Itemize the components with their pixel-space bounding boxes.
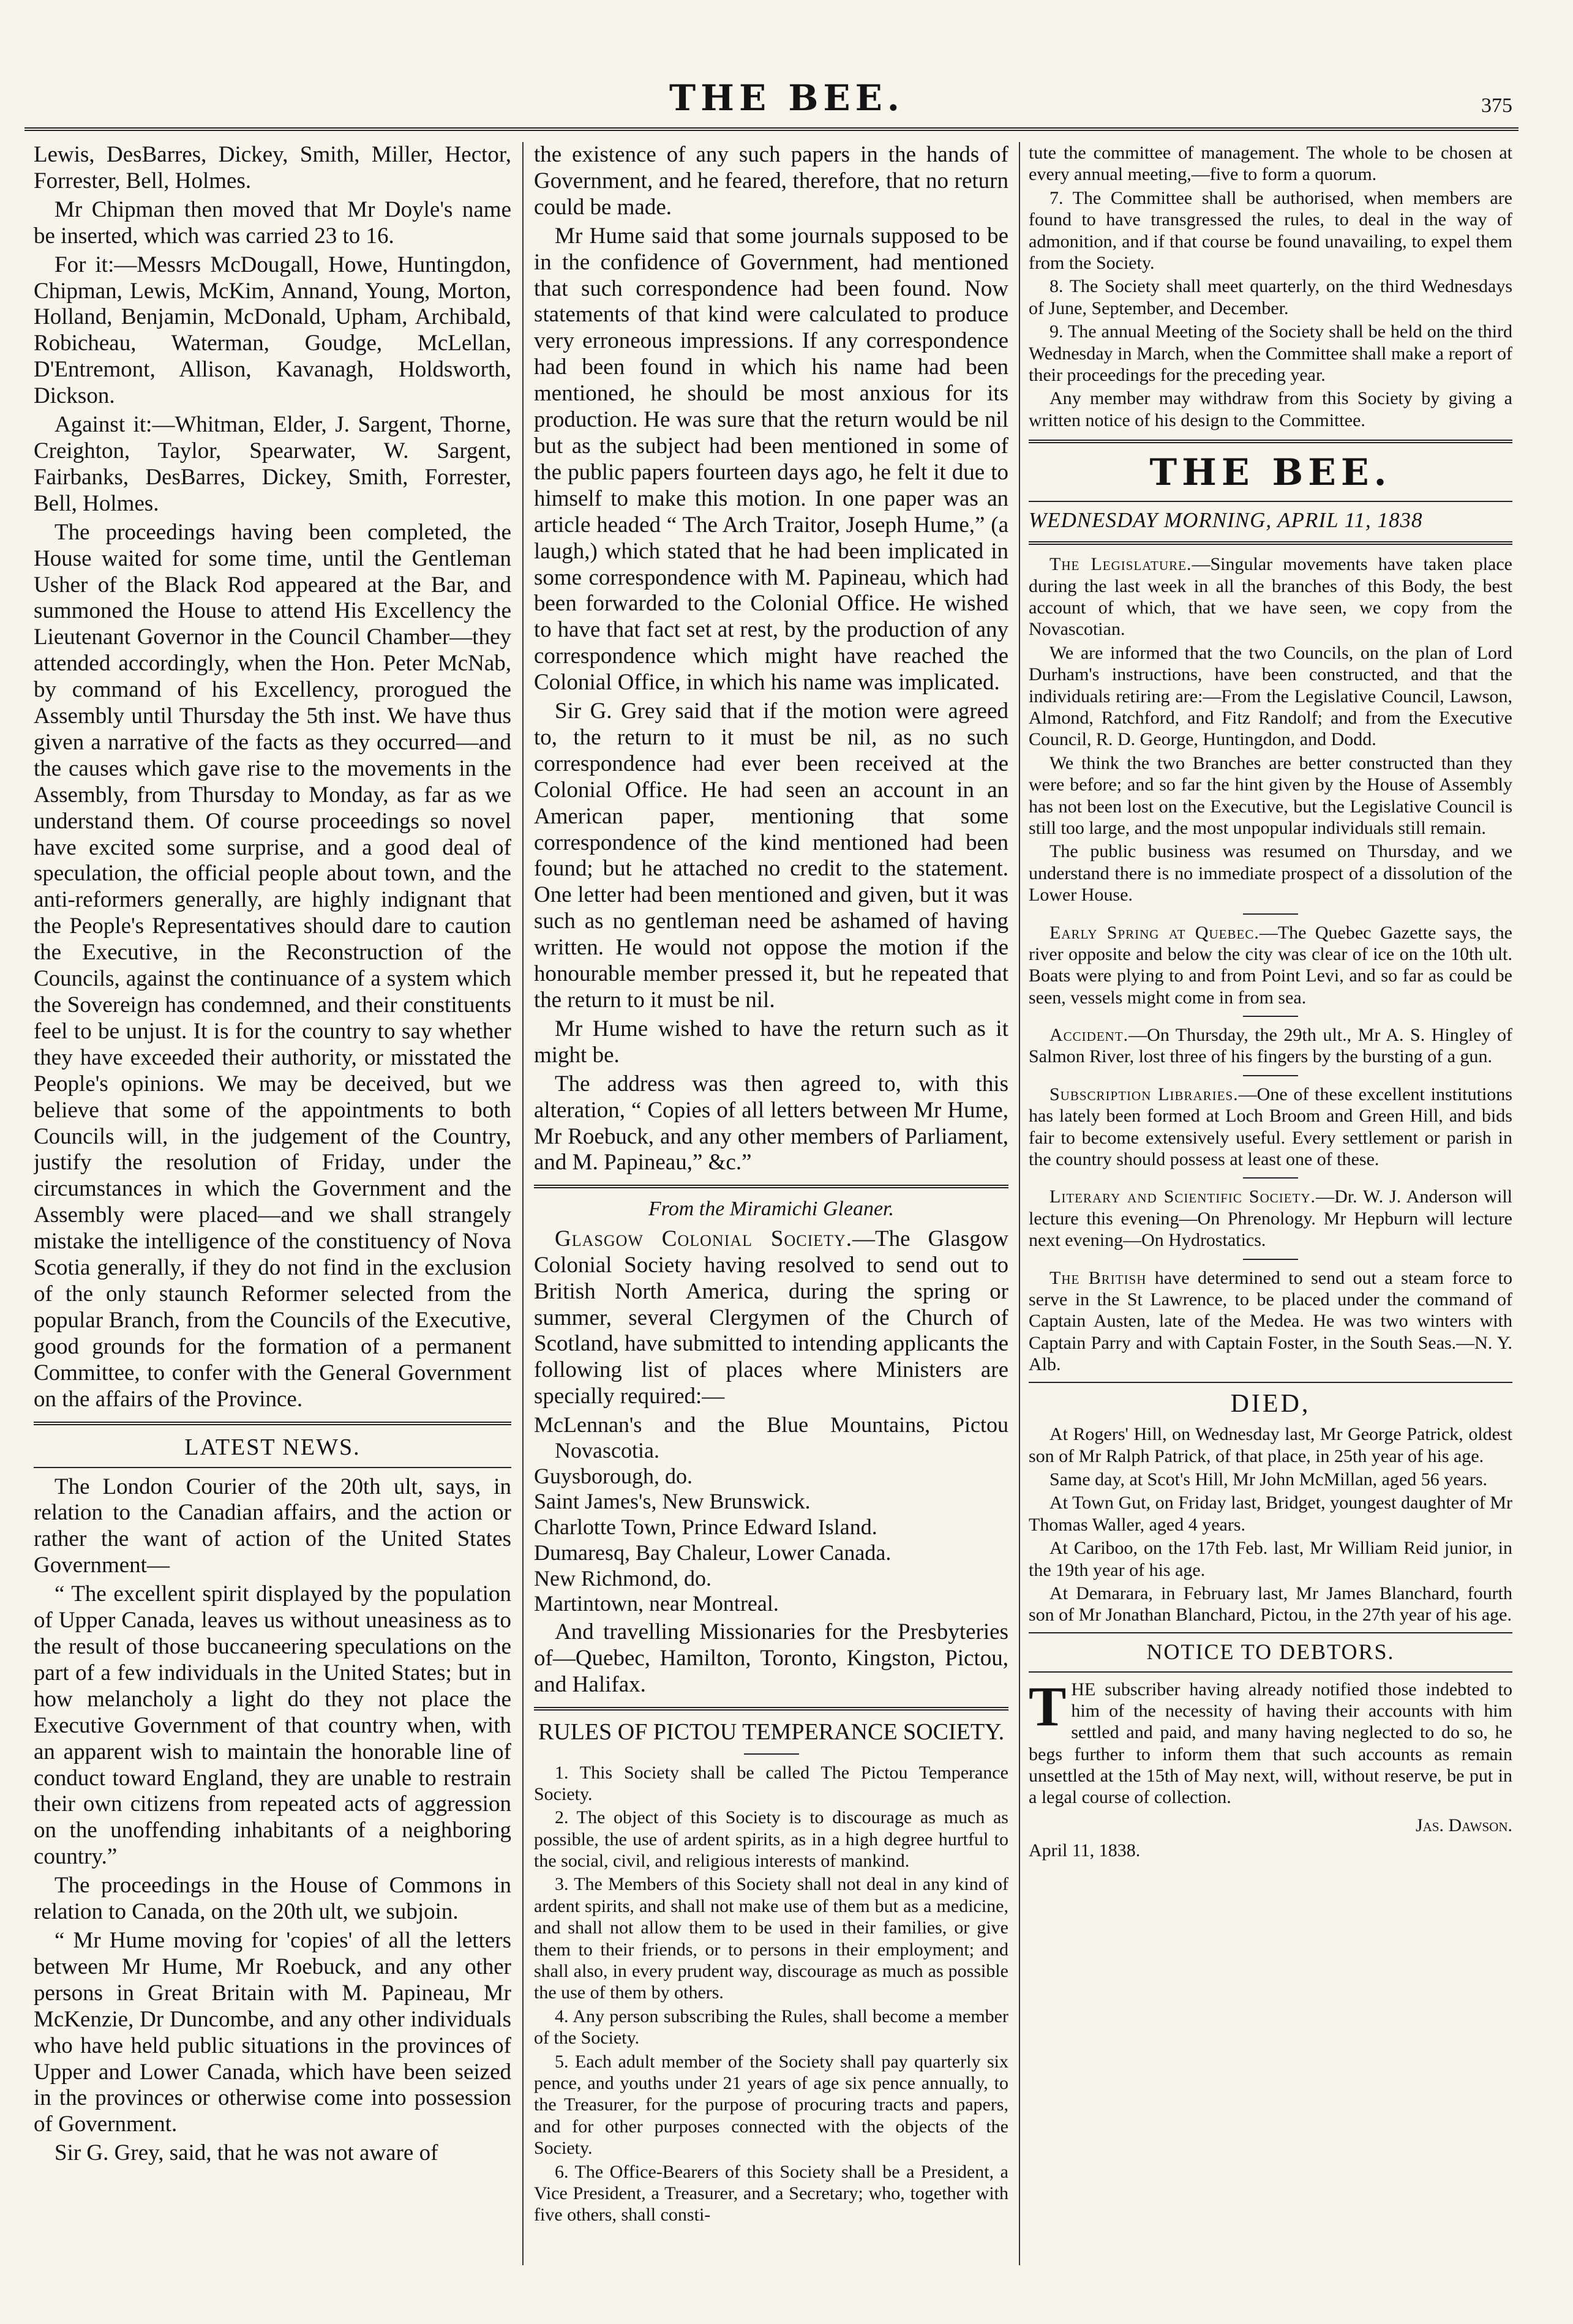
rule-item: 9. The annual Meeting of the Society shall be held on the third Wednesday in March, when the Committee shall make a report of their proceedings for the preceding year. <box>1029 321 1512 385</box>
list-item: McLennan's and the Blue Mountains, Pictou Novascotia. <box>534 1412 1008 1463</box>
article-spring <box>1029 922 1512 1009</box>
short-rule <box>1243 1177 1298 1179</box>
section-rule <box>1029 541 1512 545</box>
masthead <box>24 73 1549 129</box>
article-lead: Literary and Scientific Society. <box>1049 1186 1316 1207</box>
paragraph: Against it:—Whitman, Elder, J. Sargent, Thorne, Creighton, Taylor, Spearwater, W. Sargent, Fairbanks, DesBarres, Dickey, Smith, Forrester, Bell, Holmes. <box>34 412 511 516</box>
article-text: have determined to send out a steam force to serve in the St Lawrence, to be placed under the command of Captain Austen, late of the Medea. He was two winters with Captain Parry and with Captain Foster, in the South Seas.—N. Y. Alb. <box>1029 1267 1512 1375</box>
section-rule <box>1029 501 1512 502</box>
column-1 <box>34 142 511 2265</box>
paragraph: For it:—Messrs McDougall, Howe, Huntingdon, Chipman, Lewis, McKim, Annand, Young, Morton, Holland, Benjamin, McDonald, Upham, Archibald, Robicheau, Waterman, Goudge, McLellan, D'Entremont, Allison, Kavanagh, Holdsworth, Dickson. <box>34 252 511 409</box>
paragraph: Mr Hume said that some journals supposed to be in the confidence of Government, had mentioned that such correspondence had been found. Now statements of that kind were calculated to produce very erroneous impressions. If any correspondence had been found in which his name had been mentioned, he should be most anxious for its production. He was sure that the return would be nil but as the subject had been mentioned in some of the public papers fourteen days ago, he felt it due to himself to make this motion. In one paper was an article headed “ The Arch Traitor, Joseph Hume,” (a laugh,) which stated that he had been implicated in some correspondence with M. Papineau, which had been forwarded to the Colonial Office. He wished to have that fact set at rest, by the production of any correspondence which might have reached the Colonial Office, in which his name was implicated. <box>534 223 1008 695</box>
notice-body <box>1029 1674 1512 1862</box>
rule-item: 3. The Members of this Society shall not deal in any kind of ardent spirits, and shall not make use of them but as a medicine, and shall not allow them to be used in their families, or give them to their friends, or to persons in their employment; and shall also, in every prudent way, discourage as much as possible the use of them by others. <box>534 1874 1008 2003</box>
article-literary <box>1029 1186 1512 1251</box>
section-rule <box>34 1467 511 1468</box>
drop-cap: T <box>1029 1674 1067 1737</box>
section-rule <box>1029 440 1512 443</box>
paragraph: Sir G. Grey, said, that he was not aware of <box>54 2140 438 2166</box>
article-text: —The Quebec Gazette says, the river opposite and below the city was clear of ice on the 10th ult. Boats were plying to and from Point Levi, and so far as could be seen, vessels might come in from sea. <box>1029 922 1512 1008</box>
paragraph: The address was then agreed to, with this alteration, “ Copies of all letters between Mr Hume, Mr Roebuck, and any other members of Parliament, and M. Papineau,” &c.” <box>534 1071 1008 1175</box>
section-rule <box>34 1422 511 1425</box>
places-list <box>534 1412 1008 1617</box>
rule-item: 5. Each adult member of the Society shall pay quarterly six pence, and youths under 21 years of age six pence annually, to the Treasurer, for the purpose of procuring tracts and papers, and for other purposes connected with the objects of the Society. <box>534 2051 1008 2159</box>
rule-item: Any member may withdraw from this Society by giving a written notice of his design to the Committee. <box>1029 388 1512 430</box>
rule-item: tute the committee of management. The whole to be chosen at every annual meeting,—five to form a quorum. <box>1029 143 1512 185</box>
column-divider <box>1019 142 1020 2265</box>
rule-item: 7. The Committee shall be authorised, when members are found to have transgressed the rules, to deal in the way of admonition, and if that course be found unavailing, to expel them from the Society. <box>1029 187 1512 273</box>
article-text: —Singular movements have taken place during the last week in all the branches of this Body, the best account of which, that we have seen, we copy from the Novascotian. <box>1029 554 1512 640</box>
paragraph: And travelling Missionaries for the Presbyteries of—Quebec, Hamilton, Toronto, Kingston, Pictou, and Halifax. <box>534 1619 1008 1697</box>
article-lead: The Legislature. <box>1049 554 1192 575</box>
death-notice: At Rogers' Hill, on Wednesday last, Mr George Patrick, oldest son of Mr Ralph Patrick, of that place, in 25th year of his age. <box>1029 1424 1512 1466</box>
paragraph: We are informed that the two Councils, on the plan of Lord Durham's instructions, have been constructed, and that the individuals retiring are:—From the Legislative Council, Lawson, Almond, Ratchford, and Fitz Randolf; and from the Executive Council, R. D. George, Huntingdon, and Dodd. <box>1029 642 1512 750</box>
section-rule <box>534 1185 1008 1188</box>
article-text: —One of these excellent institutions has lately been formed at Loch Broom and Green Hill, and bids fair to become extensively useful. Every settlement or parish in the country should possess at least one of these. <box>1029 1084 1512 1170</box>
article-legislature <box>1029 553 1512 640</box>
section-rule <box>1029 1671 1512 1673</box>
notice-text <box>1029 1674 1512 1809</box>
short-rule <box>1243 1016 1298 1017</box>
quoted-paragraph: “ The excellent spirit displayed by the population of Upper Canada, leaves us without uneasiness as to the result of those buccaneering speculations on the part of a few individuals in the United States; but in how melancholy a light do they not place the Executive Government of that country when, with an apparent wish to maintain the honorable line of conduct toward England, they are unable to restrain their own citizens from repeated acts of aggression on the unoffending inhabitants of a neighboring country.” <box>34 1581 511 1870</box>
signature: Jas. Dawson. <box>1416 1815 1512 1835</box>
section-rule <box>1029 1632 1512 1633</box>
short-rule <box>1243 913 1298 915</box>
paragraph: The proceedings having been completed, the House waited for some time, until the Gentleman Usher of the Black Rod appeared at the Bar, and summoned the House to attend His Excellency the Lieutenant Governor in the Council Chamber—they attended accordingly, when the Hon. Peter McNab, by command of his Excellency, prorogued the Assembly until Thursday the 5th inst. We have thus given a narrative of the facts as they occurred—and the causes which gave rise to the movements in the Assembly, from Thursday to Monday, as far as we understand them. Of course proceedings so novel have excited some surprise, and a good deal of speculation, the official people about town, and the anti-reformers generally, are highly indignant that the People's Representatives should dare to caution the Executive, in the Reconstruction of the Councils, against the continuance of a system which the Sovereign has condemned, and their constituents feel to be unjust. It is for the country to say whether they have exceeded their authority, or misstated the People's opinions. We may be deceived, but we believe that some of the appointments to both Councils will, in the judgement of the Country, justify the resolution of Friday, under the circumstances in which the Government and the Assembly were placed—and we shall strangely mistake the intelligence of the constituency of Nova Scotia generally, if they do not find in the exclusion of the only staunch Reformer selected from the popular Branch, from the Councils of the Executive, good grounds for the formation of a permanent Committee, to confer with the General Government on the affairs of the Province. <box>34 519 511 1412</box>
article-glasgow <box>534 1226 1008 1410</box>
notice-heading: NOTICE TO DEBTORS. <box>1146 1639 1395 1664</box>
list-item: Charlotte Town, Prince Edward Island. <box>534 1515 877 1540</box>
quoted-paragraph: “ Mr Hume moving for 'copies' of all the letters between Mr Hume, Mr Roebuck, and any other persons in Great Britain with M. Papineau, Mr McKenzie, Dr Duncombe, and any other individuals who have held public situations in the provinces of Upper and Lower Canada, which have been seized in the provinces or otherwise come into possession of Government. <box>34 1927 511 2137</box>
short-rule <box>1243 1075 1298 1076</box>
paragraph: the existence of any such papers in the hands of Government, and he feared, therefore, that no return could be made. <box>534 142 1008 220</box>
source-credit: From the Miramichi Gleaner. <box>648 1198 894 1221</box>
paragraph: Mr Chipman then moved that Mr Doyle's name be inserted, which was carried 23 to 16. <box>34 197 511 249</box>
paragraph: The public business was resumed on Thursday, and we understand there is no immediate prospect of a dissolution of the Lower House. <box>1029 841 1512 905</box>
column-3 <box>1029 142 1512 2265</box>
article-accident <box>1029 1024 1512 1068</box>
rule-item: 4. Any person subscribing the Rules, shall become a member of the Society. <box>534 2006 1008 2048</box>
article-text: —The Glasgow Colonial Society having resolved to send out to British North America, during the spring or summer, several Clergymen of the Church of Scotland, have submitted to intending applicants the following list of places where Ministers are specially required:— <box>534 1226 1008 1409</box>
dateline: WEDNESDAY MORNING, APRIL 11, 1838 <box>1029 508 1423 532</box>
death-notice: Same day, at Scot's Hill, Mr John McMillan, aged 56 years. <box>1049 1469 1488 1490</box>
article-lead: Glasgow Colonial Society. <box>555 1226 853 1251</box>
rules-heading: RULES OF PICTOU TEMPERANCE SOCIETY. <box>538 1719 1005 1745</box>
list-item: Saint James's, New Brunswick. <box>534 1489 811 1514</box>
short-rule <box>1243 1259 1298 1260</box>
paragraph: The London Courier of the 20th ult, says, in relation to the Canadian affairs, and the action or rather the want of action of the United States Government— <box>34 1474 511 1578</box>
notice-date: April 11, 1838. <box>1029 1840 1141 1861</box>
list-item: Martintown, near Montreal. <box>534 1591 779 1616</box>
death-notice: At Cariboo, on the 17th Feb. last, Mr William Reid junior, in the 19th year of his age. <box>1029 1538 1512 1580</box>
paragraph: The proceedings in the House of Commons in relation to Canada, on the 20th ult, we subjoin. <box>34 1873 511 1925</box>
article-lead: The British <box>1049 1267 1147 1288</box>
latest-news-heading: LATEST NEWS. <box>184 1434 361 1460</box>
paragraph: We think the two Branches are better constructed than they were before; and so far the hint given by the House of Assembly has not been lost on the Executive, but the Legislative Council is still too large, and the most unpopular individuals still remain. <box>1029 752 1512 838</box>
article-text: —On Thursday, the 29th ult., Mr A. S. Hingley of Salmon River, lost three of his fingers by the bursting of a gun. <box>1029 1025 1512 1067</box>
death-notice: At Demarara, in February last, Mr James Blanchard, fourth son of Mr Jonathan Blanchard, Pictou, in the 27th year of his age. <box>1029 1583 1512 1625</box>
paragraph: Lewis, DesBarres, Dickey, Smith, Miller, Hector, Forrester, Bell, Holmes. <box>34 142 511 193</box>
notice-paragraph: HE subscriber having already notified those indebted to him of the necessity of having their accounts with him settled and paid, and many having neglected to do so, he begs further to inform them that such accounts as remain unsettled at the 15th of May next, will, without reserve, be put in a legal course of collection. <box>1029 1679 1512 1808</box>
rule-item: 8. The Society shall meet quarterly, on the third Wednesdays of June, September, and December. <box>1029 276 1512 318</box>
masthead-rule <box>24 127 1519 131</box>
paragraph: Mr Hume wished to have the return such as it might be. <box>534 1016 1008 1068</box>
section-rule <box>534 1707 1008 1711</box>
list-item: Guysborough, do. <box>534 1463 693 1488</box>
rules-list <box>534 1762 1008 2226</box>
column-divider <box>522 142 524 2265</box>
died-heading: DIED, <box>1230 1389 1311 1418</box>
rule-item: 2. The object of this Society is to discourage as much as possible, the use of ardent spirits, as in a high degree hurtful to the social, civil, and religious interests of mankind. <box>534 1807 1008 1872</box>
article-text: —Dr. W. J. Anderson will lecture this evening—On Phrenology. Mr Hepburn will lecture next evening—On Hydrostatics. <box>1029 1186 1512 1251</box>
rules-continued <box>1029 142 1512 431</box>
list-item: New Richmond, do. <box>534 1565 711 1591</box>
page-number: 375 <box>1481 94 1512 117</box>
article-lead: Early Spring at Quebec. <box>1049 922 1260 943</box>
article-lead: Subscription Libraries. <box>1049 1084 1239 1104</box>
column-2 <box>534 142 1008 2265</box>
deaths-list <box>1029 1423 1512 1626</box>
rule-item: 1. This Society shall be called The Pictou Temperance Society. <box>534 1762 1008 1804</box>
editorial-masthead: THE BEE. <box>1149 451 1392 495</box>
article-lead: Accident. <box>1049 1025 1129 1046</box>
section-rule <box>1029 1382 1512 1383</box>
masthead-title: THE BEE. <box>669 77 904 119</box>
paragraph: Sir G. Grey said that if the motion were agreed to, the return to it must be nil, as no such correspondence had ever been received at the Colonial Office. He had seen an account in an American paper, mentioning that some correspondence of the kind mentioned had been found; but he attached no credit to the statement. One letter had been mentioned and given, but it was such as no gentleman need be ashamed of having written. He would not oppose the motion if the honourable member pressed it, but he repeated that the return to it must be nil. <box>534 699 1008 1013</box>
editorial-items <box>1029 553 1512 1375</box>
article-libraries <box>1029 1084 1512 1171</box>
death-notice: At Town Gut, on Friday last, Bridget, youngest daughter of Mr Thomas Waller, aged 4 years. <box>1029 1493 1512 1535</box>
list-item: Dumaresq, Bay Chaleur, Lower Canada. <box>534 1540 892 1565</box>
article-british <box>1029 1267 1512 1376</box>
short-rule <box>744 1753 799 1755</box>
rule-item: 6. The Office-Bearers of this Society shall be a President, a Vice President, a Treasurer, and a Secretary; who, together with five others, shall consti- <box>534 2161 1008 2225</box>
